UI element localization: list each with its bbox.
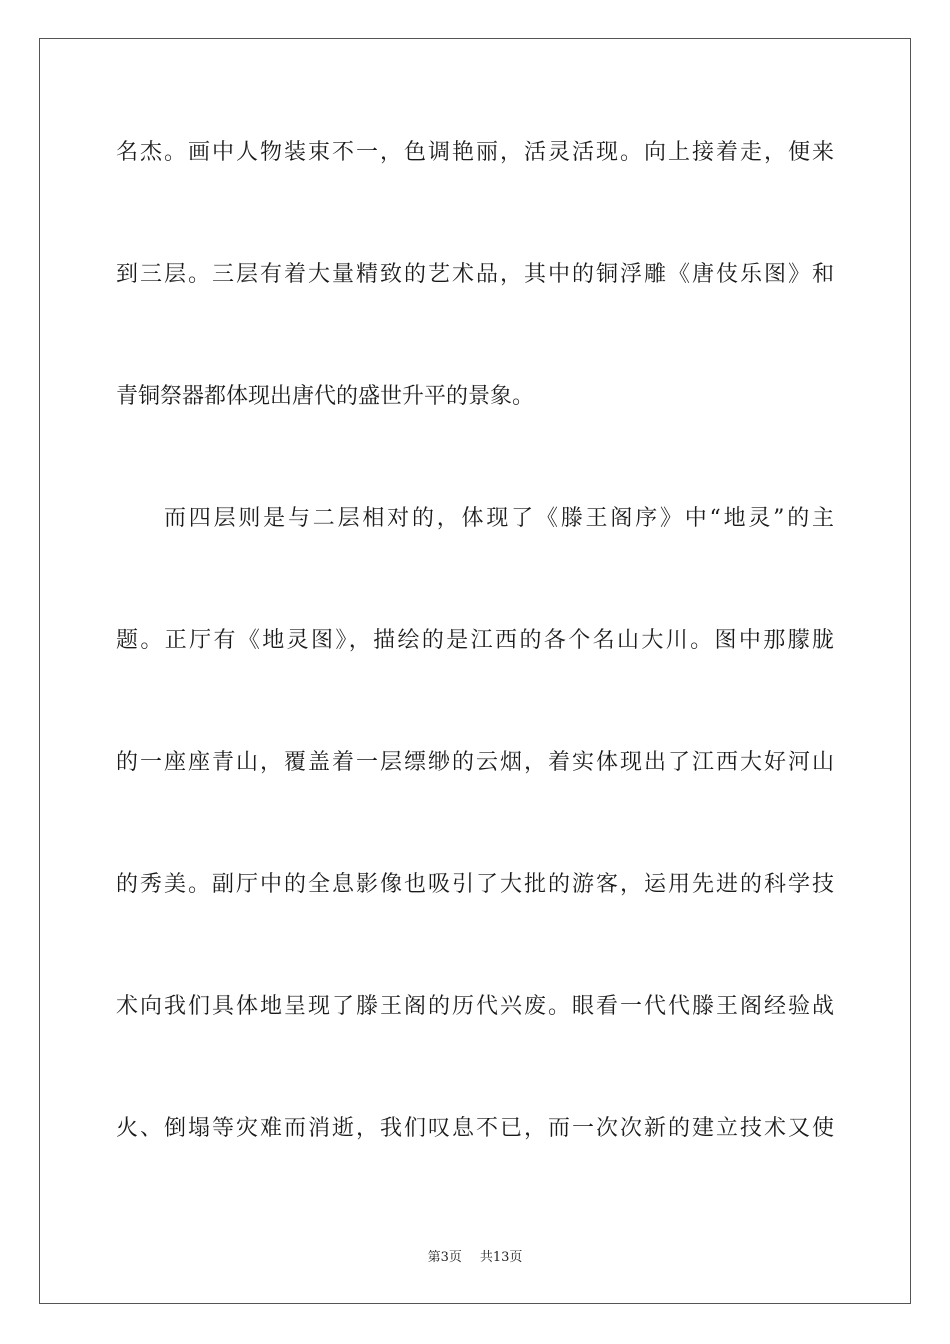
text-line: 青铜祭器都体现出唐代的盛世升平的景象。 (116, 384, 535, 409)
text-line: 术向我们具体地呈现了滕王阁的历代兴废。眼看一代代滕王阁经验战 (116, 994, 834, 1019)
page-number: 第3页 (427, 1250, 462, 1265)
text-line: 的一座座青山，覆盖着一层缥缈的云烟，着实体现出了江西大好河山 (116, 750, 834, 775)
text-line: 到三层。三层有着大量精致的艺术品，其中的铜浮雕《唐伎乐图》和 (116, 262, 834, 287)
text-line: 火、倒塌等灾难而消逝，我们叹息不已，而一次次新的建立技术又使 (116, 1116, 834, 1141)
text-line: 的秀美。副厅中的全息影像也吸引了大批的游客，运用先进的科学技 (116, 872, 834, 897)
text-line: 而四层则是与二层相对的，体现了《滕王阁序》中“地灵”的主 (164, 506, 834, 531)
page-footer (0, 1246, 950, 1265)
text-line: 名杰。画中人物装束不一，色调艳丽，活灵活现。向上接着走，便来 (116, 140, 834, 165)
text-line: 题。正厅有《地灵图》，描绘的是江西的各个名山大川。图中那朦胧 (116, 628, 834, 653)
page-total: 共13页 (479, 1250, 523, 1265)
